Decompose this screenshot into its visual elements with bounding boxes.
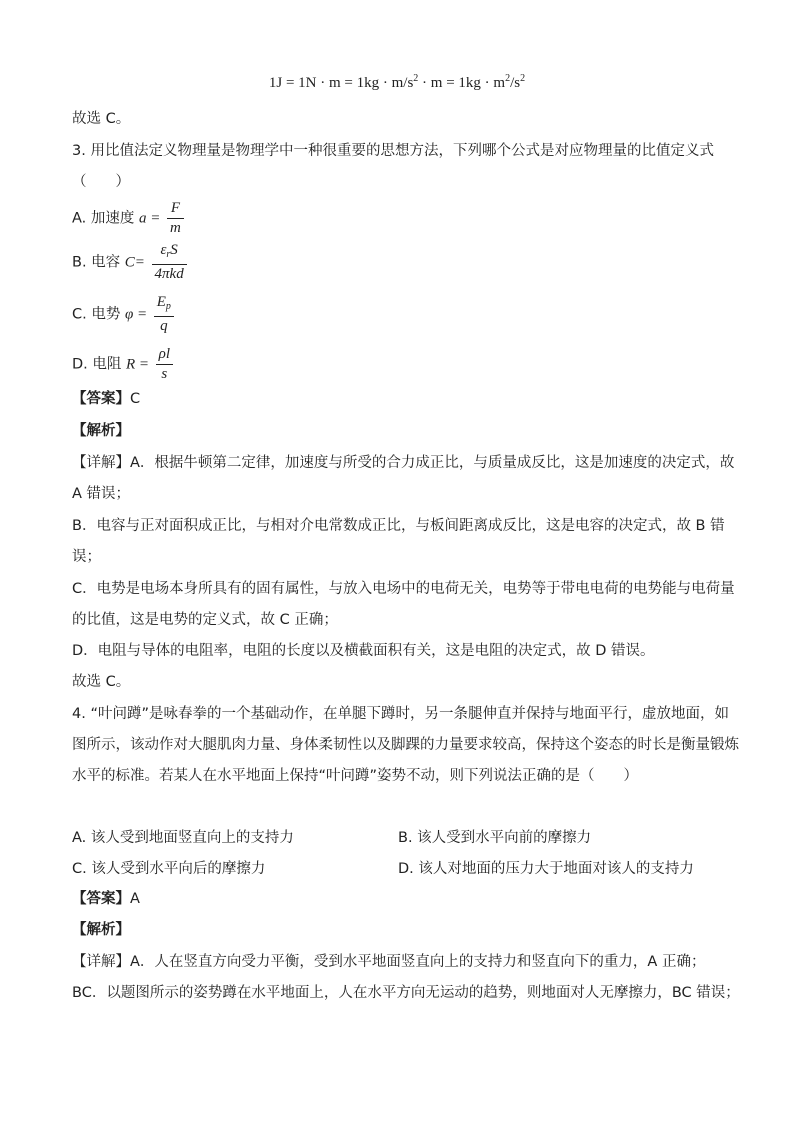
- subscript: p: [165, 301, 171, 312]
- q4-option-b: B. 该人受到水平向前的摩擦力: [398, 830, 592, 846]
- q3-option-d: [72, 346, 175, 383]
- q3-detail-line: A 错误；: [72, 486, 131, 502]
- q4-option-c: C. 该人受到水平向后的摩擦力: [72, 861, 266, 877]
- formula-lhs: φ =: [124, 306, 148, 323]
- formula-part: 1J = 1N · m = 1kg · m/s: [268, 75, 414, 91]
- q4-detail-line: 【详解】A．人在竖直方向受力平衡，受到水平地面竖直向上的支持力和竖直向下的重力，A 正确；: [72, 954, 706, 970]
- q3-detail-line: D．电阻与导体的电阻率，电阻的长度以及横截面积有关，这是电阻的决定式，故 D 错误。: [72, 643, 655, 659]
- q4-stem-line: 4. “叶问蹲”是咏春拳的一个基础动作，在单腿下蹲时，另一条腿伸直并保持与地面平行，虚放地面，如: [72, 706, 729, 722]
- numerator: [154, 294, 174, 317]
- formula-lhs: R =: [126, 356, 150, 373]
- q3-detail-line: C．电势是电场本身所具有的固有属性，与放入电场中的电荷无关，电势等于带电电荷的电势能与电荷量: [72, 581, 735, 597]
- subscript: r: [166, 249, 171, 260]
- q3-detail-line: 【详解】A．根据牛顿第二定律，加速度与所受的合力成正比，与质量成反比，这是加速度的决定式，故: [72, 455, 735, 471]
- q3-conclusion: 故选 C。: [72, 674, 131, 690]
- formula-lhs: C=: [124, 254, 145, 271]
- option-label: A. 加速度: [72, 210, 135, 227]
- fraction: [154, 294, 174, 335]
- q3-analysis-label: 【解析】: [72, 423, 130, 439]
- energy-symbol: E: [156, 294, 166, 310]
- q4-option-d: D. 该人对地面的压力大于地面对该人的支持力: [398, 861, 694, 877]
- epsilon: ε: [160, 242, 167, 258]
- prev-conclusion: 故选 C。: [72, 111, 131, 127]
- q3-answer: [72, 390, 140, 408]
- formula-sup: 2: [413, 73, 419, 84]
- denominator: s: [161, 366, 168, 382]
- q4-stem-line: 水平的标准。若某人在水平地面上保持“叶问蹲”姿势不动，则下列说法正确的是（ ）: [72, 768, 639, 784]
- q3-detail-line: B．电容与正对面积成正比，与相对介电常数成正比，与板间距离成反比，这是电容的决定式，故 B 错: [72, 518, 725, 534]
- unit-formula: [0, 73, 794, 92]
- denominator: q: [160, 318, 168, 334]
- q4-detail-line: BC．以题图所示的姿势蹲在水平地面上，人在水平方向无运动的趋势，则地面对人无摩擦力，BC 错误；: [72, 985, 740, 1001]
- answer-value: C: [130, 391, 141, 407]
- q3-option-c: [72, 294, 176, 335]
- option-label: C. 电势: [72, 306, 121, 323]
- formula-lhs: a =: [139, 210, 161, 227]
- numerator: F: [167, 200, 184, 219]
- denominator: m: [169, 220, 181, 236]
- formula-sup: 2: [520, 73, 526, 84]
- fraction: [156, 346, 173, 383]
- q4-analysis-label: 【解析】: [72, 922, 130, 938]
- answer-label: 【答案】: [72, 891, 130, 907]
- q3-detail-line: 误；: [72, 549, 101, 565]
- option-label: D. 电阻: [72, 356, 122, 373]
- area-symbol: S: [170, 242, 178, 258]
- denominator: 4πkd: [154, 266, 184, 282]
- q3-option-a: [72, 200, 186, 237]
- numerator: [152, 242, 187, 265]
- fraction: [167, 200, 184, 237]
- q3-detail-line: 的比值，这是电势的定义式，故 C 正确；: [72, 612, 338, 628]
- q3-option-b: [72, 242, 189, 283]
- option-label: B. 电容: [72, 254, 121, 271]
- answer-label: 【答案】: [72, 391, 130, 407]
- formula-sup: 2: [505, 73, 511, 84]
- numerator: ρl: [156, 346, 173, 365]
- q4-stem-line: 图所示，该动作对大腿肌肉力量、身体柔韧性以及脚踝的力量要求较高，保持这个姿态的时长是衡量锻炼: [72, 737, 739, 753]
- formula-part: /s: [510, 75, 521, 91]
- formula-part: · m = 1kg · m: [418, 75, 506, 91]
- q4-answer: [72, 890, 140, 908]
- q3-stem: 3. 用比值法定义物理量是物理学中一种很重要的思想方法，下列哪个公式是对应物理量的比值定义式: [72, 143, 714, 159]
- fraction: [152, 242, 187, 283]
- q4-option-a: A. 该人受到地面竖直向上的支持力: [72, 830, 294, 846]
- answer-value: A: [130, 891, 140, 907]
- q3-paren: （ ）: [72, 174, 130, 190]
